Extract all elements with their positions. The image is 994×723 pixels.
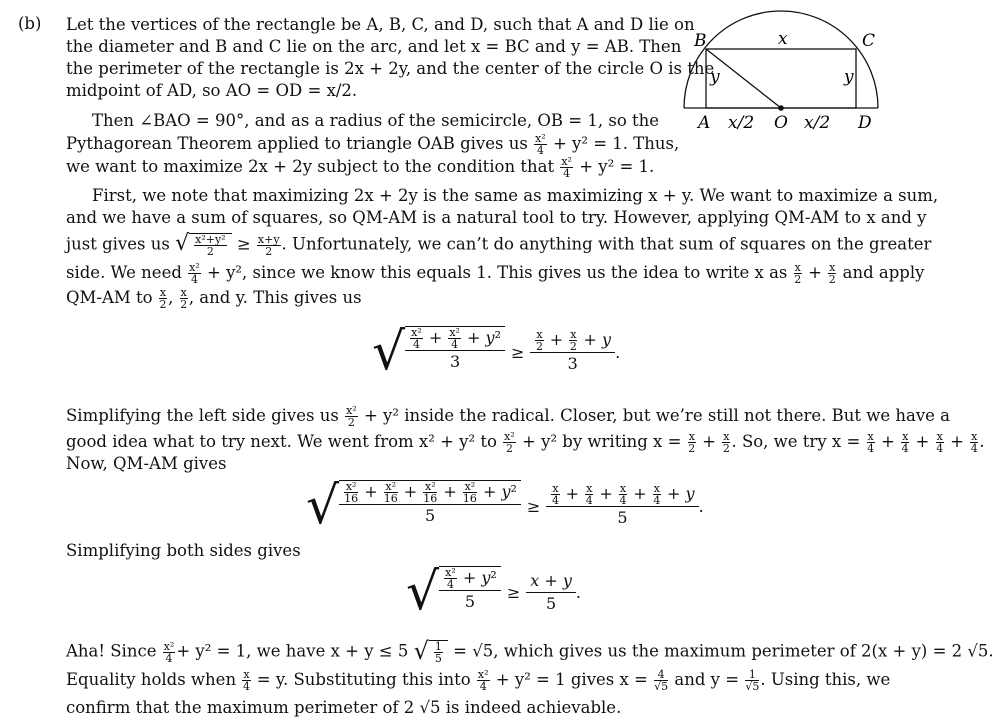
para3-line5: QM-AM to $\frac{x}{2}$ , $\frac{x}{2}$ , and y. This gives us xyxy=(66,286,362,311)
para1-line4: midpoint of AD, so AO = OD = x/2. xyxy=(66,81,358,100)
para4-line1: Simplifying the left side gives us $\frac{\text{x²}}{2}$ + y² inside the radical. Closer, but we’re still not there. But we have a xyxy=(66,404,950,429)
para6-text-b: + y² = 1, we have x + y ≤ 5 xyxy=(176,641,409,661)
label-d: D xyxy=(858,113,872,133)
para4-line2: good idea what to try next. We went from x² + y² to $\frac{\text{x²}}{2}$ + y² by writing x = $\frac{x}{2}$ + $\frac{x}{2}$ . So, we try x = $\frac{x}{4}$ + $\frac{x}{4}$ + $\frac{x}{4}$ + $\frac{x}{4}$ . xyxy=(66,430,985,455)
para1-line3: the perimeter of the rectangle is 2x + 2y, and the center of the circle O is the xyxy=(66,59,715,78)
para1-line2: the diameter and B and C lie on the arc, and let x = BC and y = AB. Then xyxy=(66,37,682,56)
para4-line3: Now, QM-AM gives xyxy=(66,454,227,473)
para3-line2: and we have a sum of squares, so QM-AM is a natural tool to try. However, applying QM-AM to x and y xyxy=(66,208,927,227)
label-y-left: y xyxy=(710,67,720,87)
label-o: O xyxy=(774,113,788,133)
para2-text-b: + y² = 1. Thus, xyxy=(552,134,680,153)
para3-text-e: and apply xyxy=(842,263,925,282)
part-label: (b) xyxy=(18,14,42,33)
para3-line1: First, we note that maximizing 2x + 2y is the same as maximizing x + y. We want to maximize a sum, xyxy=(92,186,939,205)
para5: Simplifying both sides gives xyxy=(66,541,301,560)
para6-text-f: + y² = 1 gives x = xyxy=(495,670,648,689)
para6-text-a: Aha! Since xyxy=(66,641,157,661)
para2-text-c: we want to maximize 2x + 2y subject to the condition that xyxy=(66,157,555,176)
para2-line1: Then ∠BAO = 90°, and as a radius of the semicircle, OB = 1, so the xyxy=(92,111,660,130)
para3-text-b: . Unfortunately, we can’t do anything with that sum of squares on the greater xyxy=(281,234,932,254)
x2-over-4-frac: $\frac{\text{x²}}{4}$ xyxy=(561,155,572,180)
label-x-half-left: x/2 xyxy=(728,113,755,133)
label-a: A xyxy=(698,113,711,133)
x-plus-y-over-2-frac: $\frac{x+y}{2}$ xyxy=(257,232,280,258)
para6-text-e: = y. Substituting this into xyxy=(256,670,471,689)
para6-line3: confirm that the maximum perimeter of 2 √5 is indeed achievable. xyxy=(66,698,622,717)
para3-text-d: + y², since we know this equals 1. This gives us the idea to write x as xyxy=(207,263,788,282)
para4-text-d: + y² by writing x = xyxy=(522,432,682,451)
semicircle-rectangle-figure xyxy=(676,4,886,144)
para2-line3 xyxy=(66,156,654,179)
para3-line3: just gives us √ $\frac{\text{x²+y²}}{2}$ ≥ $\frac{x+y}{2}$ . Unfortunately, we can’t do anything with that sum of squares on the greater xyxy=(66,231,932,258)
x2-over-4-frac: $\frac{\text{x²}}{4}$ xyxy=(189,261,200,286)
label-x-half-right: x/2 xyxy=(804,113,831,133)
para3-text-a: just gives us xyxy=(66,234,170,254)
para3-text-g: , and y. This gives us xyxy=(188,288,362,307)
para6-text-h: . Using this, we xyxy=(760,670,891,689)
para3-line4: side. We need $\frac{\text{x²}}{4}$ + y², since we know this equals 1. This gives us the idea to write x as $\frac{x}{2}$ + $\frac{x}{2}$ and apply xyxy=(66,261,925,286)
para6-text-d: Equality holds when xyxy=(66,670,237,689)
para2-text-d: + y² = 1. xyxy=(579,157,655,176)
para3-text-c: side. We need xyxy=(66,263,182,282)
para6-text-g: and y = xyxy=(674,670,740,689)
label-y-right: y xyxy=(844,67,854,87)
para6-text-c: = √5, which gives us the maximum perimeter of 2(x + y) = 2 √5. xyxy=(453,641,994,661)
label-b: B xyxy=(694,31,707,51)
display-eq-3: √ $\frac{\text{x²}}{4}$ + y² 5 ≥ $\frac{x + y}{5}$ . xyxy=(406,562,581,622)
label-x: x xyxy=(778,29,788,49)
para2-line2 xyxy=(66,133,679,156)
para4-text-c: good idea what to try next. We went from x² + y² to xyxy=(66,432,497,451)
x2-over-4-frac: $\frac{\text{x²}}{4}$ xyxy=(535,132,546,157)
para1-line1: Let the vertices of the rectangle be A, B, C, and D, such that A and D lie on xyxy=(66,15,695,34)
para6-line1: Aha! Since $\frac{\text{x²}}{4}$ + y² = 1, we have x + y ≤ 5 √ $\frac{1}{5}$ = √5, which gives us the maximum perimeter of 2(x + y) = 2 √5. xyxy=(66,637,994,665)
para4-text-a: Simplifying the left side gives us xyxy=(66,406,339,425)
display-eq-2: √ $\frac{\text{x²}}{16}$ + $\frac{\text{x²}}{16}$ + $\frac{\text{x²}}{16}$ + $\frac{\text{x²}}{16}$ + y² 5 ≥ $\frac{x}{4}$ + $\frac{x}{4}$ + $\frac{x}{4}$ + $\frac{x}{4}$ + y 5 . xyxy=(306,476,704,536)
para2-text-a: Pythagorean Theorem applied to triangle OAB gives us xyxy=(66,134,528,153)
para4-text-b: + y² inside the radical. Closer, but we’re still not there. But we have a xyxy=(363,406,950,425)
label-c: C xyxy=(862,31,876,51)
para4-text-e: . So, we try x = xyxy=(731,432,861,451)
para6-line2: Equality holds when $\frac{x}{4}$ = y. Substituting this into $\frac{\text{x²}}{4}$ + y² = 1 gives x = $\frac{4}{√5}$ and y = $\frac{1}{√5}$ . Using this, we xyxy=(66,668,891,693)
para3-text-f: QM-AM to xyxy=(66,288,153,307)
display-eq-1: √ $\frac{\text{x²}}{4}$ + $\frac{\text{x²}}{4}$ + y² 3 ≥ $\frac{x}{2}$ + $\frac{x}{2}$ + y 3 . xyxy=(372,322,621,382)
sqrt-small: √ $\frac{\text{x²+y²}}{2}$ xyxy=(175,233,232,257)
